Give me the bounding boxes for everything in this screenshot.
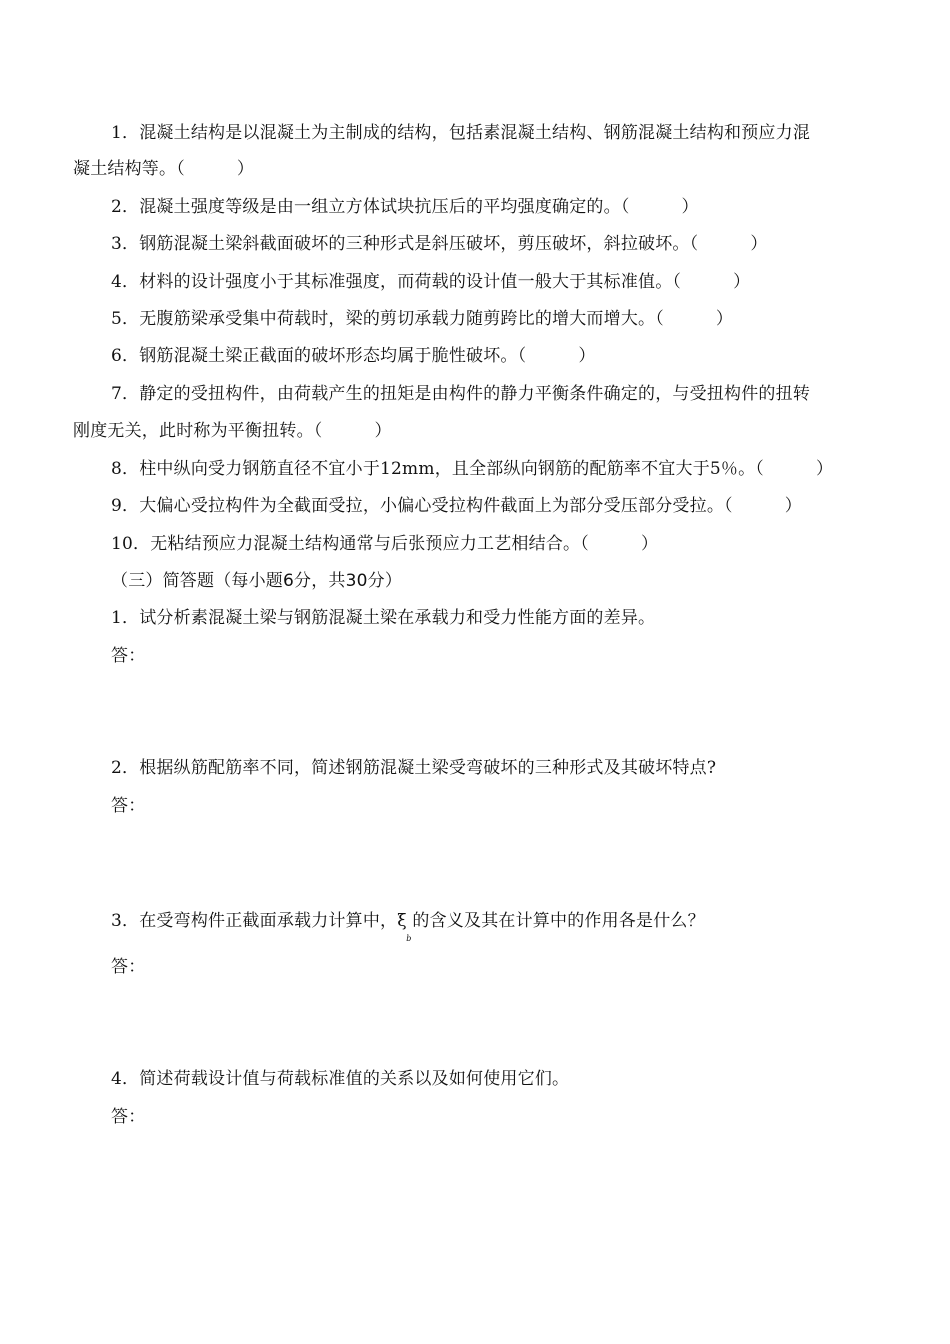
item-text: 钢筋混凝土梁斜截面破坏的三种形式是斜压破坏，剪压破坏，斜拉破坏。（ xyxy=(139,234,699,254)
answer-paren: ） xyxy=(733,272,751,292)
answer-paren: ） xyxy=(578,346,596,366)
item-number: 3． xyxy=(111,911,140,931)
item-text: 根据纵筋配筋率不同，简述钢筋混凝土梁受弯破坏的三种形式及其破坏特点? xyxy=(139,758,717,778)
item-number: 10． xyxy=(111,534,151,554)
answer-label: 答： xyxy=(111,646,146,666)
answer-label: 答： xyxy=(111,796,146,816)
item-number: 2． xyxy=(111,197,140,217)
answer-paren: ） xyxy=(750,234,768,254)
item-number: 2． xyxy=(111,758,140,778)
item-text: 静定的受扭构件，由荷载产生的扭矩是由构件的静力平衡条件确定的，与受扭构件的扭转 xyxy=(139,384,811,404)
judge-item-4 xyxy=(111,271,750,293)
item-text: 凝土结构等。（ xyxy=(73,159,185,179)
answer-paren: ） xyxy=(715,309,734,329)
answer-paren: ） xyxy=(816,459,834,479)
item-number: 4． xyxy=(111,272,140,292)
judge-item-1-cont xyxy=(73,158,254,180)
judge-item-2 xyxy=(111,196,699,218)
item-text: 无粘结预应力混凝土结构通常与后张预应力工艺相结合。（ xyxy=(150,534,589,554)
judge-item-5 xyxy=(111,308,733,330)
short-question-1 xyxy=(111,607,655,629)
item-number: 4． xyxy=(111,1069,140,1089)
item-number: 3． xyxy=(111,234,140,254)
item-text: 混凝土强度等级是由一组立方体试块抗压后的平均强度确定的。（ xyxy=(139,197,630,217)
judge-item-3 xyxy=(111,233,768,255)
answer-label: 答： xyxy=(111,1107,146,1127)
item-text: 在受弯构件正截面承载力计算中， xyxy=(139,911,398,931)
short-question-4 xyxy=(111,1068,569,1090)
item-number: 7． xyxy=(111,384,140,404)
judge-item-7 xyxy=(111,383,810,405)
answer-paren: ） xyxy=(784,496,802,516)
judge-item-9 xyxy=(111,495,802,517)
item-number: 8． xyxy=(111,459,140,479)
item-text: 的含义及其在计算中的作用各是什么？ xyxy=(412,911,705,931)
short-question-2 xyxy=(111,757,716,779)
item-text: 试分析素混凝土梁与钢筋混凝土梁在承载力和受力性能方面的差异。 xyxy=(139,608,656,628)
judge-item-10 xyxy=(111,533,658,555)
answer-paren: ） xyxy=(236,159,255,179)
section-heading: （三）简答题（每小题6分，共30分） xyxy=(111,571,403,591)
judge-item-7-cont xyxy=(73,420,392,442)
item-text: 材料的设计强度小于其标准强度，而荷载的设计值一般大于其标准值。（ xyxy=(139,272,682,292)
judge-item-6 xyxy=(111,345,596,367)
item-text: 大偏心受拉构件为全截面受拉，小偏心受拉构件截面上为部分受压部分受拉。（ xyxy=(139,496,733,516)
short-question-3 xyxy=(111,910,705,943)
judge-item-1 xyxy=(111,122,810,144)
item-text: 无腹筋梁承受集中荷载时，梁的剪切承载力随剪跨比的增大而增大。（ xyxy=(139,309,664,329)
judge-item-8 xyxy=(111,458,833,480)
item-text: 简述荷载设计值与荷载标准值的关系以及如何使用它们。 xyxy=(139,1069,570,1089)
answer-paren: ） xyxy=(374,421,392,441)
item-text: 钢筋混凝土梁正截面的破坏形态均属于脆性破坏。（ xyxy=(139,346,527,366)
item-number: 1． xyxy=(111,608,140,628)
answer-paren: ） xyxy=(640,534,659,554)
item-number: 1． xyxy=(111,123,140,143)
item-text: 刚度无关，此时称为平衡扭转。（ xyxy=(73,421,323,441)
item-number: 9． xyxy=(111,496,140,516)
item-number: 6． xyxy=(111,346,140,366)
answer-label: 答： xyxy=(111,957,146,977)
item-text: 柱中纵向受力钢筋直径不宜小于12mm，且全部纵向钢筋的配筋率不宜大于5％。（ xyxy=(139,459,765,479)
item-number: 5． xyxy=(111,309,140,329)
answer-paren: ） xyxy=(681,197,699,217)
xi-b-symbol: ξ b xyxy=(397,911,412,943)
item-text: 混凝土结构是以混凝土为主制成的结构，包括素混凝土结构、钢筋混凝土结构和预应力混 xyxy=(139,123,811,143)
